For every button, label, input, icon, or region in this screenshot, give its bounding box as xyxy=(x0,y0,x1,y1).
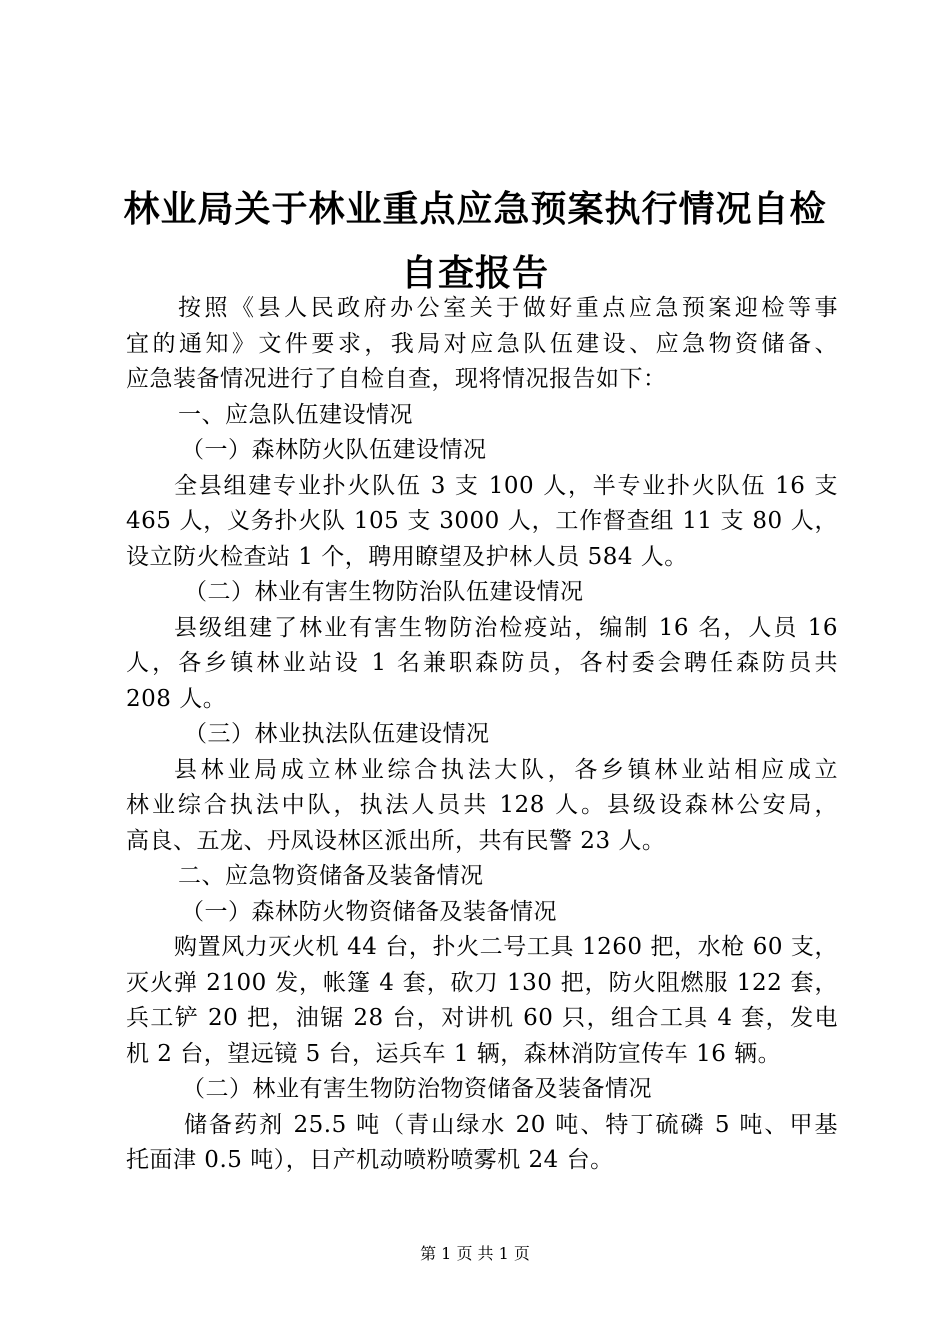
paragraph-line: 灭火弹 2100 发，帐篷 4 套，砍刀 130 把，防火阻燃服 122 套， xyxy=(126,969,838,996)
subsection-heading: （二）林业有害生物防治队伍建设情况 xyxy=(184,579,584,605)
paragraph-line: 储备药剂 25.5 吨（青山绿水 20 吨、特丁硫磷 5 吨、甲基 xyxy=(184,1111,838,1138)
page-footer: 第 1 页 共 1 页 xyxy=(420,1244,530,1263)
paragraph-line: 购置风力灭火机 44 台，扑火二号工具 1260 把，水枪 60 支， xyxy=(174,934,838,960)
subsection-heading: （一）森林防火物资储备及装备情况 xyxy=(181,898,557,925)
paragraph-line: 高良、五龙、丹凤设林区派出所，共有民警 23 人。 xyxy=(126,827,666,854)
paragraph-line: 宜的通知》文件要求，我局对应急队伍建设、应急物资储备、 xyxy=(126,330,838,357)
paragraph-line: 县级组建了林业有害生物防治检疫站，编制 16 名，人员 16 xyxy=(174,614,838,641)
paragraph-line: 应急装备情况进行了自检自查，现将情况报告如下： xyxy=(126,366,667,392)
subsection-heading: （二）林业有害生物防治物资储备及装备情况 xyxy=(182,1076,652,1102)
paragraph-line: 托面津 0.5 吨），日产机动喷粉喷雾机 24 台。 xyxy=(126,1147,614,1173)
paragraph-line: 机 2 台，望远镜 5 台，运兵车 1 辆，森林消防宣传车 16 辆。 xyxy=(126,1040,782,1067)
subsection-heading: （一）森林防火队伍建设情况 xyxy=(181,437,487,463)
paragraph-line: 兵工铲 20 把，油锯 28 台，对讲机 60 只，组合工具 4 套，发电 xyxy=(126,1005,838,1031)
paragraph-line: 全县组建专业扑火队伍 3 支 100 人，半专业扑火队伍 16 支 xyxy=(174,472,838,499)
paragraph-line: 林业综合执法中队，执法人员共 128 人。县级设森林公安局， xyxy=(126,792,838,818)
section-heading: 一、应急队伍建设情况 xyxy=(178,401,413,428)
section-heading: 二、应急物资储备及装备情况 xyxy=(178,863,484,889)
paragraph-line: 人，各乡镇林业站设 1 名兼职森防员，各村委会聘任森防员共 xyxy=(126,650,838,676)
paragraph-line: 县林业局成立林业综合执法大队，各乡镇林业站相应成立 xyxy=(174,756,838,783)
document-title: 林业局关于林业重点应急预案执行情况自检自查报告 xyxy=(123,189,827,294)
paragraph-line: 208 人。 xyxy=(126,685,227,712)
subsection-heading: （三）林业执法队伍建设情况 xyxy=(184,721,490,747)
paragraph-line: 设立防火检查站 1 个，聘用瞭望及护林人员 584 人。 xyxy=(126,543,688,570)
paragraph-line: 465 人，义务扑火队 105 支 3000 人，工作督查组 11 支 80 人， xyxy=(126,508,838,534)
document-body xyxy=(126,291,838,1179)
paragraph-line: 按照《县人民政府办公室关于做好重点应急预案迎检等事 xyxy=(178,295,838,321)
